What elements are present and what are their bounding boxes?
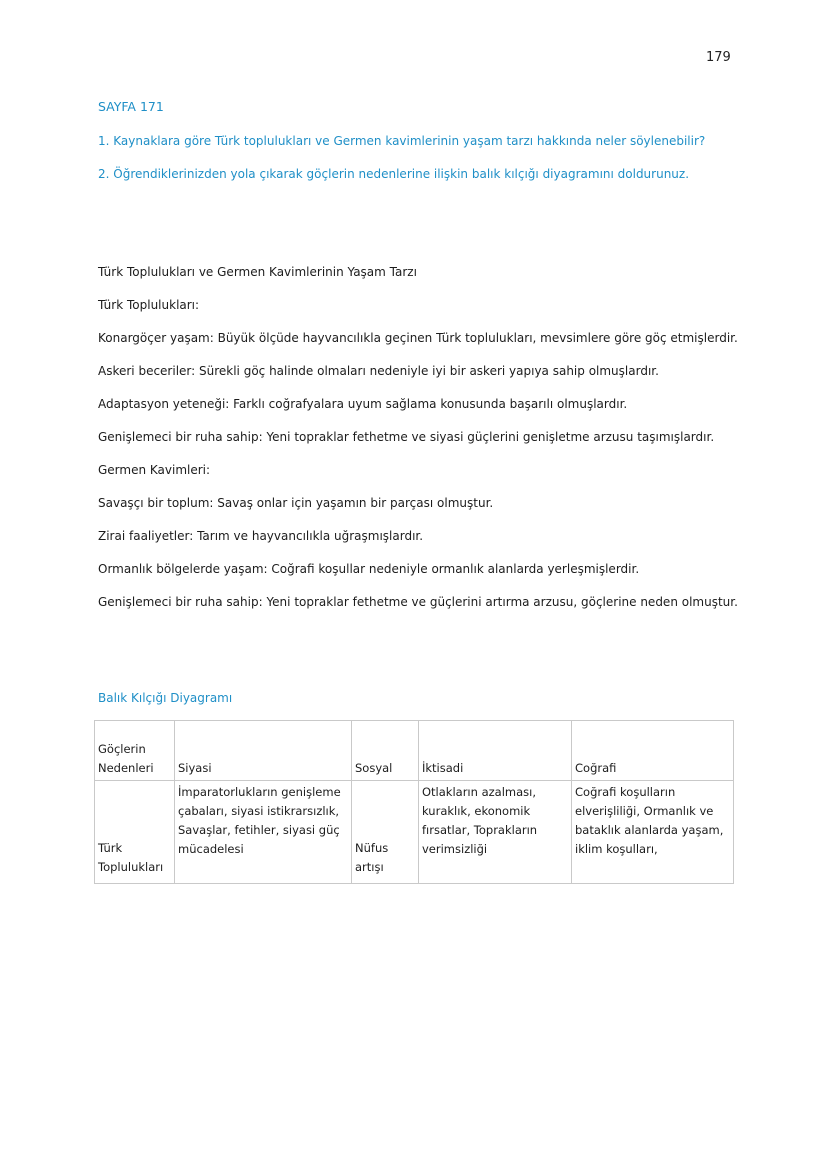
body-line: Genişlemeci bir ruha sahip: Yeni topraklar fethetme ve siyasi güçlerini genişletme arzusu taşımışlardır. (98, 430, 715, 444)
header-cell-cografi: Coğrafi (572, 721, 734, 781)
body-line: Adaptasyon yeteneği: Farklı coğrafyalara uyum sağlama konusunda başarılı olmuşlardır. (98, 397, 628, 411)
body-line: Ormanlık bölgelerde yaşam: Coğrafi koşullar nedeniyle ormanlık alanlarda yerleşmişlerdir. (98, 562, 640, 576)
cell-cografi: Coğrafi koşulların elverişliliği, Ormanlık ve bataklık alanlarda yaşam, iklim koşulları, (572, 781, 734, 884)
cell-siyasi: İmparatorlukların genişleme çabaları, siyasi istikrarsızlık, Savaşlar, fetihler, siyasi güç mücadelesi (175, 781, 352, 884)
question-2: 2. Öğrendiklerinizden yola çıkarak göçlerin nedenlerine ilişkin balık kılçığı diyagramını doldurunuz. (98, 167, 690, 181)
diagram-title: Balık Kılçığı Diyagramı (98, 691, 233, 705)
subheading-turk: Türk Toplulukları: (98, 298, 200, 312)
row-label-turk: Türk Toplulukları (95, 781, 175, 884)
section-title: Türk Toplulukları ve Germen Kavimlerinin Yaşam Tarzı (98, 265, 417, 279)
table-row (95, 781, 734, 884)
body-line: Genişlemeci bir ruha sahip: Yeni topraklar fethetme ve güçlerini artırma arzusu, göçlerine neden olmuştur. (98, 595, 738, 609)
page-label: SAYFA 171 (98, 99, 164, 114)
body-line: Konargöçer yaşam: Büyük ölçüde hayvancılıkla geçinen Türk toplulukları, mevsimlere göre göç etmişlerdir. (98, 331, 738, 345)
table-header-row (95, 721, 734, 781)
fishbone-table (94, 720, 734, 884)
header-cell-reasons: Göçlerin Nedenleri (95, 721, 175, 781)
subheading-germen: Germen Kavimleri: (98, 463, 211, 477)
header-cell-sosyal: Sosyal (352, 721, 419, 781)
cell-sosyal: Nüfus artışı (352, 781, 419, 884)
header-cell-iktisadi: İktisadi (419, 721, 572, 781)
page-number: 179 (706, 50, 731, 65)
header-cell-siyasi: Siyasi (175, 721, 352, 781)
body-line: Askeri beceriler: Sürekli göç halinde olmaları nedeniyle iyi bir askeri yapıya sahip olmuşlardır. (98, 364, 659, 378)
cell-iktisadi: Otlakların azalması, kuraklık, ekonomik fırsatlar, Toprakların verimsizliği (419, 781, 572, 884)
question-1: 1. Kaynaklara göre Türk toplulukları ve Germen kavimlerinin yaşam tarzı hakkında neler söylenebilir? (98, 134, 706, 148)
body-line: Savaşçı bir toplum: Savaş onlar için yaşamın bir parçası olmuştur. (98, 496, 494, 510)
body-line: Zirai faaliyetler: Tarım ve hayvancılıkla uğraşmışlardır. (98, 529, 424, 543)
